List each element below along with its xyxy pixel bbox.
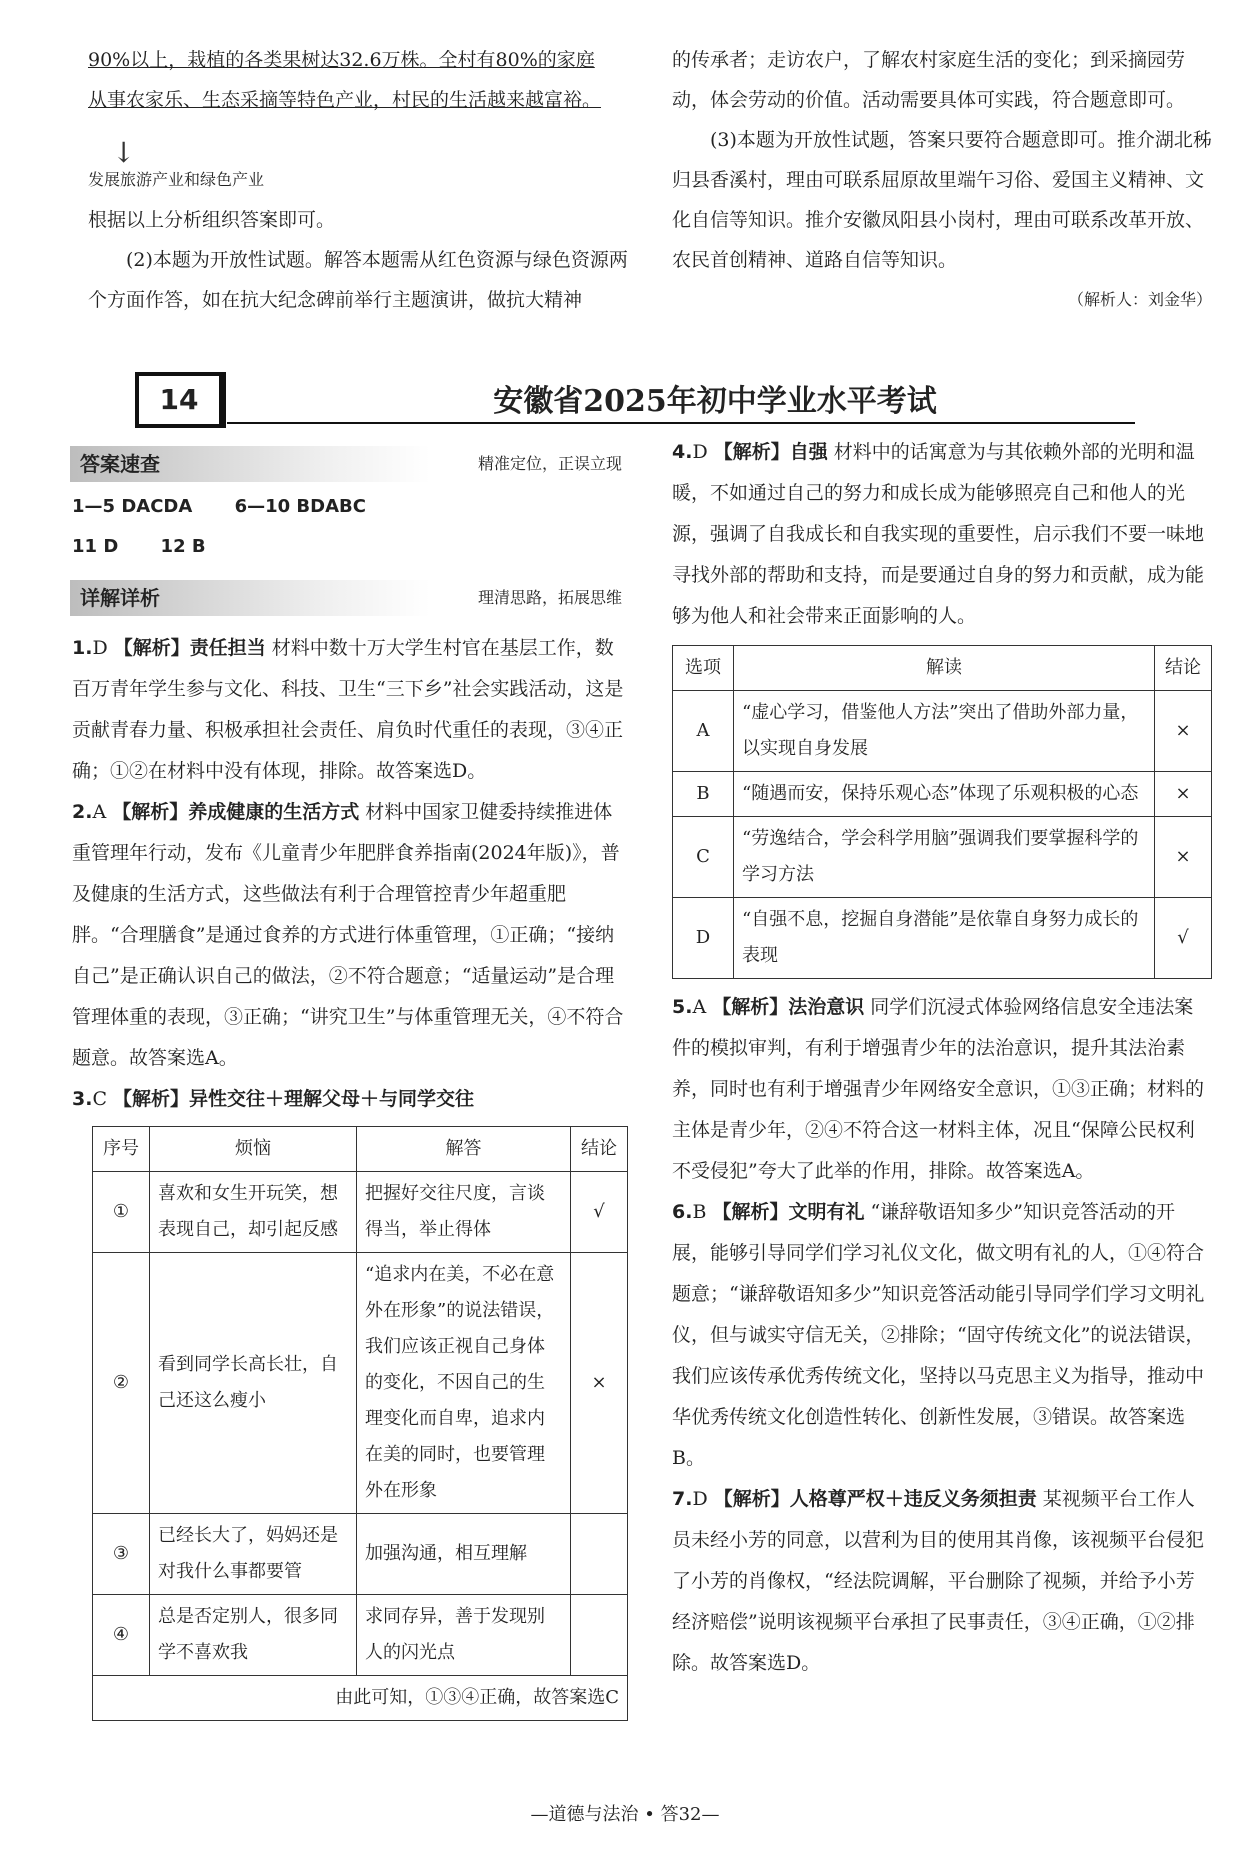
table-cell: × — [571, 1253, 628, 1514]
table-header: 结论 — [571, 1127, 628, 1172]
table-row — [93, 1676, 628, 1721]
table-row — [93, 1514, 628, 1595]
analysis-tag: 【解析】法治意识 — [712, 996, 865, 1018]
quick-answer-label: 答案速查 — [70, 446, 430, 482]
question-2 — [72, 792, 628, 1079]
table-cell: C — [673, 817, 734, 898]
table-cell — [571, 1595, 628, 1676]
table-conclusion: 由此可知，①③④正确，故答案选C — [93, 1676, 628, 1721]
answer-letter: D — [692, 441, 708, 463]
table-header: 解答 — [357, 1127, 571, 1172]
table-cell: ③ — [93, 1514, 150, 1595]
table-cell: “劳逸结合，学会科学用脑”强调我们要掌握科学的学习方法 — [734, 817, 1155, 898]
table-cell: × — [1155, 691, 1212, 772]
answer-group: 11 D — [72, 536, 119, 557]
divider — [227, 422, 1135, 424]
text-line: 根据以上分析组织答案即可。 — [88, 209, 336, 231]
table-row — [93, 1595, 628, 1676]
table-cell: 求同存异，善于发现别人的闪光点 — [357, 1595, 571, 1676]
table-cell: ② — [93, 1253, 150, 1514]
analysis-text: 某视频平台工作人员未经小芳的同意，以营利为目的使用其肖像，该视频平台侵犯了小芳的肖像权，“经法院调解，平台删除了视频，并给予小芳经济赔偿”说明该视频平台承担了民事责任，③④正确，①②排除。故答案选D。 — [672, 1488, 1205, 1674]
table-header: 烦恼 — [150, 1127, 357, 1172]
answer-letter: B — [692, 1201, 707, 1223]
table-row — [673, 817, 1212, 898]
quick-answer-tip: 精准定位，正误立现 — [477, 454, 622, 473]
q4-table — [672, 645, 1212, 979]
table-row — [673, 898, 1212, 979]
question-5 — [672, 987, 1212, 1192]
right-questions — [672, 432, 1212, 1684]
answer-letter: A — [692, 996, 707, 1018]
table-cell: √ — [571, 1172, 628, 1253]
quick-answer-bar — [70, 446, 622, 482]
section-number: 14 — [135, 372, 226, 428]
q3-table — [92, 1126, 628, 1721]
table-cell: √ — [1155, 898, 1212, 979]
question-6 — [672, 1192, 1212, 1479]
table-cell: 喜欢和女生开玩笑，想表现自己，却引起反感 — [150, 1172, 357, 1253]
table-row — [93, 1253, 628, 1514]
table-row — [673, 772, 1212, 817]
table-cell: ① — [93, 1172, 150, 1253]
answer-group: 6—10 BDABC — [234, 496, 366, 517]
detail-bar — [70, 580, 622, 616]
table-cell: “追求内在美，不必在意外在形象”的说法错误，我们应该正视自己身体的变化，不因自己的生理变化而自卑，追求内在美的同时，也要管理外在形象 — [357, 1253, 571, 1514]
paragraph: (3)本题为开放性试题，答案只要符合题意即可。推介湖北秭归县香溪村，理由可联系屈原故里端午习俗、爱国主义精神、文化自信等知识。推介安徽凤阳县小岗村，理由可联系改革开放、农民首创精神、道路自信等知识。 — [672, 129, 1212, 271]
analysis-tag: 【解析】人格尊严权＋违反义务须担责 — [713, 1488, 1037, 1510]
page-footer: —道德与法治 • 答32— — [530, 1804, 720, 1825]
table-row — [673, 691, 1212, 772]
analysis-tag: 【解析】责任担当 — [113, 637, 266, 659]
table-cell: 把握好交往尺度，言谈得当，举止得体 — [357, 1172, 571, 1253]
question-7 — [672, 1479, 1212, 1684]
top-left-column — [88, 40, 628, 320]
text-line: 90%以上，栽植的各类果树达32.6万株。全村有80%的家庭 — [88, 49, 595, 71]
table-cell: “自强不息，挖掘自身潜能”是依靠自身努力成长的表现 — [734, 898, 1155, 979]
question-number: 4. — [672, 441, 693, 463]
table-cell: D — [673, 898, 734, 979]
question-3 — [72, 1079, 628, 1120]
detail-label: 详解详析 — [70, 580, 430, 616]
table-cell: “虚心学习，借鉴他人方法”突出了借助外部力量，以实现自身发展 — [734, 691, 1155, 772]
question-number: 6. — [672, 1201, 693, 1223]
section-title: 安徽省2025年初中学业水平考试 — [493, 384, 937, 419]
table-cell: 看到同学长高长壮，自己还这么瘦小 — [150, 1253, 357, 1514]
analysis-tag: 【解析】养成健康的生活方式 — [112, 801, 360, 823]
answer-group: 1—5 DACDA — [72, 496, 193, 517]
answer-letter: D — [92, 637, 108, 659]
question-4 — [672, 432, 1212, 637]
analysis-text: 材料中的话寓意为与其依赖外部的光明和温暖，不如通过自己的努力和成长成为能够照亮自己和他人的光源，强调了自我成长和自我实现的重要性，启示我们不要一味地寻找外部的帮助和支持，而是要通过自身的努力和贡献，成为能够为他人和社会带来正面影响的人。 — [672, 441, 1205, 627]
answer-group: 12 B — [160, 536, 206, 557]
table-header: 序号 — [93, 1127, 150, 1172]
analysis-tag: 【解析】自强 — [713, 441, 828, 463]
table-cell: 总是否定别人，很多同学不喜欢我 — [150, 1595, 357, 1676]
table-cell: 加强沟通，相互理解 — [357, 1514, 571, 1595]
question-number: 2. — [72, 801, 93, 823]
question-1 — [72, 628, 628, 792]
answer-letter: D — [692, 1488, 708, 1510]
question-number: 5. — [672, 996, 693, 1018]
table-cell: “随遇而安，保持乐观心态”体现了乐观积极的心态 — [734, 772, 1155, 817]
answer-row — [72, 496, 402, 517]
top-right-column — [672, 40, 1212, 320]
arrow-note: 发展旅游产业和绿色产业 — [88, 170, 265, 189]
table-cell: ④ — [93, 1595, 150, 1676]
table-cell: A — [673, 691, 734, 772]
answer-letter: A — [92, 801, 107, 823]
table-cell: × — [1155, 772, 1212, 817]
analysis-text: 同学们沉浸式体验网络信息安全违法案件的模拟审判，有利于增强青少年的法治意识，提升其法治素养，同时也有利于增强青少年网络安全意识，①③正确；材料的主体是青少年，②④不符合这一材料主体，况且“保障公民权利不受侵犯”夸大了此举的作用，排除。故答案选A。 — [672, 996, 1205, 1182]
question-number: 3. — [72, 1088, 93, 1110]
section-header — [135, 372, 1135, 424]
credit: （解析人：刘金华） — [1067, 290, 1212, 309]
paragraph: 的传承者；走访农户，了解农村家庭生活的变化；到采摘园劳动，体会劳动的价值。活动需要具体可实践，符合题意即可。 — [672, 49, 1186, 111]
down-arrow-icon: ↓ — [112, 136, 136, 169]
analysis-text: 材料中数十万大学生村官在基层工作，数百万青年学生参与文化、科技、卫生“三下乡”社会实践活动，这是贡献青春力量、积极承担社会责任、肩负时代重任的表现，③④正确；①②在材料中没有体现，排除。故答案选D。 — [72, 637, 624, 782]
paragraph: (2)本题为开放性试题。解答本题需从红色资源与绿色资源两个方面作答，如在抗大纪念碑前举行主题演讲，做抗大精神 — [88, 249, 628, 311]
left-questions — [72, 628, 628, 1721]
table-cell: × — [1155, 817, 1212, 898]
analysis-tag: 【解析】异性交往＋理解父母＋与同学交往 — [113, 1088, 475, 1110]
table-header: 选项 — [673, 646, 734, 691]
question-number: 1. — [72, 637, 93, 659]
detail-tip: 理清思路，拓展思维 — [477, 588, 622, 607]
answer-row — [72, 536, 242, 557]
table-header: 结论 — [1155, 646, 1212, 691]
text-line: 从事农家乐、生态采摘等特色产业，村民的生活越来越富裕。 — [88, 89, 602, 111]
question-number: 7. — [672, 1488, 693, 1510]
table-header: 解读 — [734, 646, 1155, 691]
table-cell: B — [673, 772, 734, 817]
table-cell: 已经长大了，妈妈还是对我什么事都要管 — [150, 1514, 357, 1595]
table-row — [93, 1172, 628, 1253]
analysis-text: “谦辞敬语知多少”知识竞答活动的开展，能够引导同学们学习礼仪文化，做文明有礼的人，①④符合题意；“谦辞敬语知多少”知识竞答活动能引导同学们学习文明礼仪，但与诚实守信无关，②排除；“固守传统文化”的说法错误，我们应该传承优秀传统文化，坚持以马克思主义为指导，推动中华优秀传统文化创造性转化、创新性发展，③错误。故答案选B。 — [672, 1201, 1205, 1469]
analysis-tag: 【解析】文明有礼 — [712, 1201, 865, 1223]
answer-letter: C — [92, 1088, 107, 1110]
analysis-text: 材料中国家卫健委持续推进体重管理年行动，发布《儿童青少年肥胖食养指南(2024年版)》，普及健康的生活方式，这些做法有利于合理管控青少年超重肥胖。“合理膳食”是通过食养的方式进行体重管理，①正确；“接纳自己”是正确认识自己的做法，②不符合题意；“适量运动”是合理管理体重的表现，③正确；“讲究卫生”与体重管理无关，④不符合题意。故答案选A。 — [72, 801, 624, 1069]
table-cell — [571, 1514, 628, 1595]
